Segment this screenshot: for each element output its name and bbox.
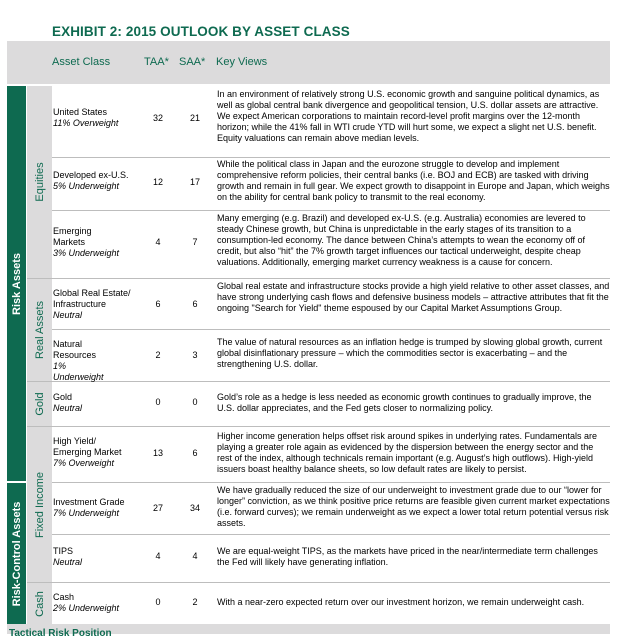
position-label: 7% Underweight: [53, 508, 120, 518]
asset-name: Developed ex-U.S. 5% Underweight: [53, 170, 129, 191]
position-label: Neutral: [53, 310, 83, 320]
saa-value: 4: [192, 551, 198, 561]
key-view: With a near-zero expected return over our investment horizon, we remain underweight cash.: [217, 597, 585, 607]
group-label: Cash: [33, 590, 46, 617]
group-label: Equities: [33, 162, 46, 202]
asset-name: Natural Resources 1% Underweight: [53, 339, 115, 383]
asset-name: Gold Neutral: [53, 392, 83, 413]
position-label: 5% Underweight: [53, 181, 120, 191]
saa-value: 6: [192, 448, 198, 458]
header-taa: TAA*: [144, 56, 169, 68]
position-label: 1% Underweight: [53, 361, 104, 382]
taa-value: 4: [155, 551, 161, 561]
taa-value: 0: [155, 397, 161, 407]
band-label: Risk-Control Assets: [10, 501, 23, 606]
table-row: [52, 582, 610, 624]
key-view: While the political class in Japan and the eurozone struggle to develop and implement comprehensive reform policies, their central banks (i.e. BOJ and ECB) are tasked with driving growth and remain in full gear. We expect growth to disappoint in Europe and Japan, which weighs on the ability for central bank policy to transmit to the real economy.: [217, 159, 610, 202]
exhibit-title: EXHIBIT 2: 2015 OUTLOOK BY ASSET CLASS: [52, 24, 350, 39]
band-risk-assets: [7, 86, 26, 481]
saa-value: 17: [189, 177, 200, 187]
group-equities: [27, 86, 52, 278]
group-label: Fixed Income: [33, 471, 46, 538]
asset-name: High Yield/ Emerging Market 7% Overweight: [53, 436, 133, 469]
taa-value: 4: [155, 237, 161, 247]
position-label: 3% Underweight: [53, 248, 120, 258]
group-cash: [27, 583, 52, 624]
taa-value: 13: [152, 448, 163, 458]
header-key-views: Key Views: [216, 56, 268, 68]
asset-name: Emerging Markets 3% Underweight: [53, 226, 123, 259]
table-row: [52, 210, 610, 278]
asset-name: TIPS Neutral: [53, 546, 83, 567]
asset-name: United States 11% Overweight: [53, 107, 119, 128]
key-view: In an environment of relatively strong U.S. economic growth and sanguine political dynamics, as well as global central bank divergence and geopolitical tension, U.S. dollar assets are attractive. We expect American corporations to maintain record-level profit margins over the 12-month horizon; while the 41% fall in WTI crude YTD will hurt some, we expect a slight net U.S. benefit. Equity valuations can remain above median levels.: [217, 89, 600, 143]
saa-value: 3: [192, 350, 198, 360]
table-row: [52, 381, 610, 426]
key-view: Global real estate and infrastructure stocks provide a high yield relative to other asset classes, and have strong underlying cash flows and defensive business models – attractive attributes that fit the ongoing "Search for Yield" theme espoused by our Capital Market Assumptions Group.: [217, 281, 610, 313]
taa-value: 27: [152, 503, 163, 513]
table-row: [52, 86, 610, 157]
position-label: Neutral: [53, 557, 83, 567]
footer-label: Tactical Risk Position: [9, 628, 112, 639]
taa-value: 12: [152, 177, 163, 187]
group-real-assets: [27, 279, 52, 381]
key-view: Gold’s role as a hedge is less needed as economic growth continues to gradually improve, the U.S. dollar appreciates, and the Fed gets closer to normalizing policy.: [217, 392, 592, 413]
table-header: [7, 41, 610, 84]
asset-name: Cash 2% Underweight: [53, 592, 120, 613]
taa-value: 6: [155, 299, 161, 309]
position-label: Neutral: [53, 403, 83, 413]
group-fixed-income: [27, 427, 52, 582]
key-view: The value of natural resources as an inflation hedge is trumped by slowing global growth, current global disinflationary pressure – which the commodities sector is exacerbating – and the strengthening U.S. dollar.: [217, 337, 603, 369]
saa-value: 21: [189, 113, 200, 123]
position-label: 2% Underweight: [53, 603, 120, 613]
table-row: [52, 157, 610, 210]
table-row: [52, 482, 610, 534]
saa-value: 2: [192, 597, 198, 607]
position-label: 11% Overweight: [53, 118, 119, 128]
group-gold: [27, 382, 52, 426]
key-view: We are equal-weight TIPS, as the markets have priced in the near/intermediate term challenges the Fed will likely have generating inflation.: [217, 546, 598, 567]
taa-value: 2: [155, 350, 161, 360]
position-label: 7% Overweight: [53, 458, 115, 468]
table-row: [52, 426, 610, 482]
group-label: Real Assets: [33, 300, 46, 360]
taa-value: 0: [155, 597, 161, 607]
footer-band: [7, 624, 610, 639]
key-view: Higher income generation helps offset risk around spikes in underlying rates. Fundamentals are playing a greater role again as evidenced by the dispersion between the energy sector and the rest of the index, although technicals remain important (e.g. August’s high outflows). High-yield issuers boast healthy balance sheets, so low default rates are likely to persist.: [217, 431, 598, 474]
band-risk-control-assets: [7, 483, 26, 624]
group-label: Gold: [33, 392, 46, 416]
saa-value: 7: [192, 237, 198, 247]
key-view: Many emerging (e.g. Brazil) and developed ex-U.S. (e.g. Australia) economies are levered to steady Chinese growth, but China is unpredictable in the early stages of its transition to a consumption-led economy. The dance between China’s attempts to wean the economy off of credit, but also “hit” the 7% growth target influences our tactical underweight, despite cheap valuations. Additionally, emerging market currency weakness is a cause for concern.: [217, 213, 586, 267]
taa-value: 32: [152, 113, 163, 123]
saa-value: 0: [192, 397, 198, 407]
saa-value: 34: [189, 503, 200, 513]
asset-name: Investment Grade 7% Underweight: [53, 497, 125, 518]
header-asset-class: Asset Class: [52, 56, 111, 68]
table-row: [52, 329, 610, 381]
table-row: [52, 278, 610, 329]
table-row: [52, 534, 610, 582]
saa-value: 6: [192, 299, 198, 309]
band-label: Risk Assets: [10, 252, 23, 315]
key-view: We have gradually reduced the size of our underweight to investment grade due to our “lower for longer” conviction, as we think positive price returns are feasible given current market expectations (i.e. forward curves); we remain underweight as we expect a lower total return potential versus risk assets.: [217, 485, 610, 528]
asset-name: Global Real Estate/ Infrastructure Neutral: [53, 288, 145, 321]
header-saa: SAA*: [179, 56, 206, 68]
